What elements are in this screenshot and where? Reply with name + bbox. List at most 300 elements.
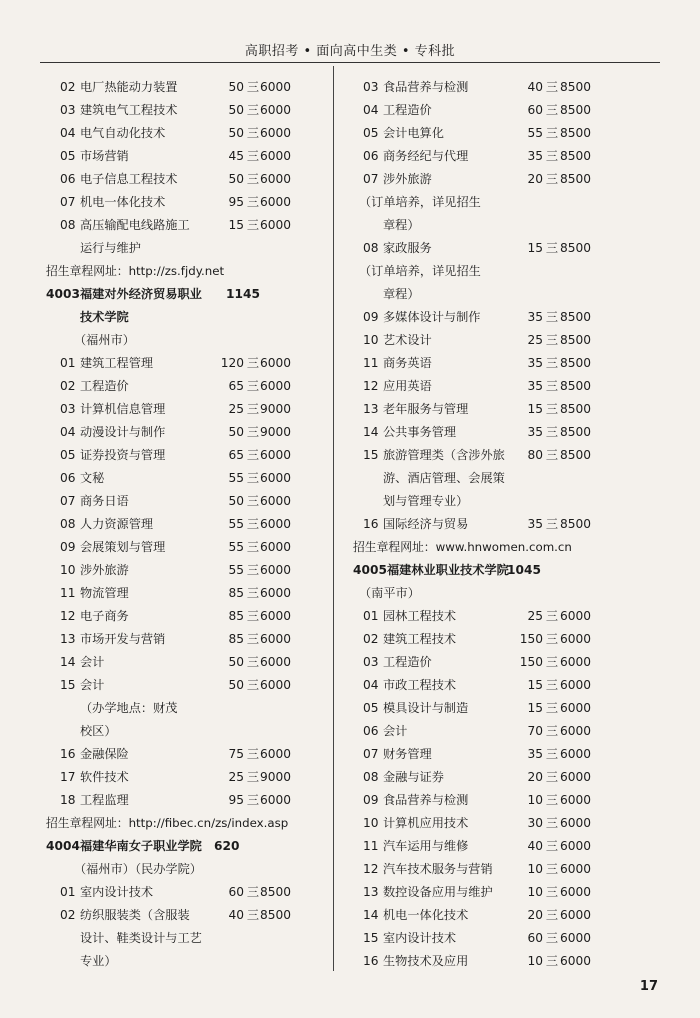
note-line <box>46 329 328 352</box>
enrollment-count: 45 <box>228 149 244 163</box>
tuition-fee: 8500 <box>559 241 591 255</box>
program-number: 08 <box>60 218 76 232</box>
program-number: 16 <box>363 954 379 968</box>
school-total-enrollment: 620 <box>214 839 240 853</box>
program-number: 10 <box>363 333 379 347</box>
continuation-line <box>46 697 328 720</box>
program-name: 商务英语 <box>383 356 432 370</box>
enrollment-count: 35 <box>527 517 543 531</box>
enrollment-count: 35 <box>527 425 543 439</box>
enrollment-count: 40 <box>228 908 244 922</box>
program-row <box>46 352 328 375</box>
tuition-fee: 8500 <box>259 885 291 899</box>
program-name: 国际经济与贸易 <box>383 517 469 531</box>
note-line <box>353 191 653 214</box>
program-number: 13 <box>60 632 76 646</box>
program-years: 三 <box>545 862 559 876</box>
program-years: 三 <box>545 724 559 738</box>
program-row <box>46 398 328 421</box>
program-name: 动漫设计与制作 <box>80 425 166 439</box>
enrollment-count: 65 <box>228 448 244 462</box>
website-text: 招生章程网址：www.hnwomen.com.cn <box>353 540 572 554</box>
program-years: 三 <box>246 655 260 669</box>
program-row <box>353 950 653 973</box>
program-number: 14 <box>363 425 379 439</box>
tuition-fee: 6000 <box>559 885 591 899</box>
program-years: 三 <box>545 379 559 393</box>
program-name: 物流管理 <box>80 586 129 600</box>
enrollment-count: 150 <box>519 655 543 669</box>
program-years: 三 <box>246 885 260 899</box>
tuition-fee: 8500 <box>559 149 591 163</box>
program-name: 电厂热能动力装置 <box>80 80 178 94</box>
program-years: 三 <box>545 172 559 186</box>
note-line <box>353 582 653 605</box>
left-column <box>46 76 328 973</box>
program-number: 05 <box>363 126 379 140</box>
enrollment-count: 35 <box>527 356 543 370</box>
continuation-line <box>353 467 653 490</box>
program-years: 三 <box>246 448 260 462</box>
enrollment-count: 25 <box>228 402 244 416</box>
admission-website <box>46 812 328 835</box>
program-years: 三 <box>246 80 260 94</box>
tuition-fee: 8500 <box>559 333 591 347</box>
program-number: 13 <box>363 885 379 899</box>
program-years: 三 <box>545 241 559 255</box>
program-name: 纺织服装类（含服装 <box>80 908 190 922</box>
program-years: 三 <box>246 126 260 140</box>
program-row <box>46 743 328 766</box>
program-row <box>46 536 328 559</box>
school-heading <box>353 559 653 582</box>
program-years: 三 <box>545 356 559 370</box>
tuition-fee: 6000 <box>259 195 291 209</box>
school-heading <box>46 835 328 858</box>
program-name: 涉外旅游 <box>383 172 432 186</box>
enrollment-count: 55 <box>228 517 244 531</box>
program-name: 文秘 <box>80 471 105 485</box>
program-row <box>353 743 653 766</box>
program-row <box>353 122 653 145</box>
program-row <box>46 444 328 467</box>
program-number: 11 <box>363 356 379 370</box>
program-number: 18 <box>60 793 76 807</box>
program-number: 03 <box>363 655 379 669</box>
program-years: 三 <box>246 356 260 370</box>
program-row <box>353 628 653 651</box>
program-row <box>353 927 653 950</box>
tuition-fee: 8500 <box>259 908 291 922</box>
program-years: 三 <box>545 103 559 117</box>
program-number: 09 <box>363 310 379 324</box>
continuation-line <box>46 950 328 973</box>
tuition-fee: 6000 <box>259 172 291 186</box>
enrollment-count: 60 <box>527 931 543 945</box>
school-total-enrollment: 1045 <box>507 563 541 577</box>
program-row <box>353 835 653 858</box>
program-row <box>46 766 328 789</box>
program-number: 14 <box>60 655 76 669</box>
program-years: 三 <box>246 172 260 186</box>
enrollment-count: 50 <box>228 655 244 669</box>
page-number: 17 <box>639 979 658 994</box>
program-row <box>353 812 653 835</box>
program-name: 多媒体设计与制作 <box>383 310 481 324</box>
enrollment-count: 35 <box>527 310 543 324</box>
tuition-fee: 6000 <box>259 103 291 117</box>
program-name: 建筑电气工程技术 <box>80 103 178 117</box>
program-number: 02 <box>60 379 76 393</box>
program-years: 三 <box>545 632 559 646</box>
program-number: 16 <box>60 747 76 761</box>
program-number: 05 <box>60 448 76 462</box>
program-row <box>46 214 328 237</box>
program-name: 模具设计与制造 <box>383 701 469 715</box>
program-number: 16 <box>363 517 379 531</box>
tuition-fee: 6000 <box>559 724 591 738</box>
program-number: 02 <box>60 80 76 94</box>
program-years: 三 <box>545 126 559 140</box>
tuition-fee: 6000 <box>559 908 591 922</box>
enrollment-count: 50 <box>228 103 244 117</box>
program-row <box>353 904 653 927</box>
program-years: 三 <box>545 402 559 416</box>
enrollment-count: 25 <box>527 333 543 347</box>
tuition-fee: 8500 <box>559 126 591 140</box>
continuation-line <box>46 720 328 743</box>
program-years: 三 <box>246 793 260 807</box>
program-number: 15 <box>363 931 379 945</box>
program-name: 家政服务 <box>383 241 432 255</box>
program-years: 三 <box>246 103 260 117</box>
enrollment-count: 55 <box>228 563 244 577</box>
program-name: 会展策划与管理 <box>80 540 166 554</box>
program-years: 三 <box>545 839 559 853</box>
program-years: 三 <box>545 678 559 692</box>
tuition-fee: 6000 <box>259 448 291 462</box>
program-name: 食品营养与检测 <box>383 793 469 807</box>
tuition-fee: 9000 <box>259 402 291 416</box>
program-name: 汽车技术服务与营销 <box>383 862 493 876</box>
program-row <box>353 375 653 398</box>
program-name: 食品营养与检测 <box>383 80 469 94</box>
tuition-fee: 8500 <box>559 80 591 94</box>
program-number: 04 <box>363 678 379 692</box>
tuition-fee: 8500 <box>559 103 591 117</box>
program-number: 07 <box>60 195 76 209</box>
enrollment-count: 35 <box>527 149 543 163</box>
tuition-fee: 6000 <box>559 793 591 807</box>
program-row <box>353 858 653 881</box>
enrollment-count: 20 <box>527 908 543 922</box>
enrollment-count: 10 <box>527 954 543 968</box>
program-name: 工程造价 <box>383 103 432 117</box>
enrollment-count: 65 <box>228 379 244 393</box>
program-name: 商务日语 <box>80 494 129 508</box>
school-code: 4003 <box>46 287 80 301</box>
website-text: 招生章程网址：http://fibec.cn/zs/index.asp <box>46 816 289 830</box>
enrollment-count: 20 <box>527 172 543 186</box>
enrollment-count: 50 <box>228 678 244 692</box>
school-heading <box>46 283 328 306</box>
program-name: 会计 <box>383 724 408 738</box>
school-total-enrollment: 1145 <box>226 287 260 301</box>
program-row <box>353 237 653 260</box>
program-number: 14 <box>363 908 379 922</box>
program-row <box>353 352 653 375</box>
continuation-text: 设计、鞋类设计与工艺 <box>80 931 202 945</box>
program-number: 08 <box>60 517 76 531</box>
school-name: 福建华南女子职业学院 <box>80 839 202 853</box>
program-number: 06 <box>60 172 76 186</box>
enrollment-count: 15 <box>527 241 543 255</box>
program-number: 08 <box>363 770 379 784</box>
program-name: 园林工程技术 <box>383 609 457 623</box>
program-name: 高压输配电线路施工 <box>80 218 190 232</box>
enrollment-count: 55 <box>527 126 543 140</box>
tuition-fee: 8500 <box>559 356 591 370</box>
program-years: 三 <box>246 494 260 508</box>
tuition-fee: 6000 <box>559 609 591 623</box>
program-number: 03 <box>60 103 76 117</box>
program-row <box>353 76 653 99</box>
program-name: 人力资源管理 <box>80 517 154 531</box>
program-years: 三 <box>545 931 559 945</box>
program-row <box>46 99 328 122</box>
continuation-line <box>353 490 653 513</box>
tuition-fee: 9000 <box>259 425 291 439</box>
note-text: （福州市） <box>74 333 135 347</box>
enrollment-count: 55 <box>228 540 244 554</box>
continuation-text: （办学地点：财茂 <box>80 701 178 715</box>
program-name: 机电一体化技术 <box>80 195 166 209</box>
program-row <box>353 99 653 122</box>
continuation-line <box>353 283 653 306</box>
program-years: 三 <box>246 425 260 439</box>
note-line <box>353 260 653 283</box>
website-text: 招生章程网址：http://zs.fjdy.net <box>46 264 225 278</box>
enrollment-count: 15 <box>228 218 244 232</box>
program-years: 三 <box>246 218 260 232</box>
program-years: 三 <box>545 149 559 163</box>
program-name: 电气自动化技术 <box>80 126 166 140</box>
program-number: 05 <box>60 149 76 163</box>
program-number: 12 <box>363 862 379 876</box>
program-number: 01 <box>60 356 76 370</box>
program-number: 01 <box>363 609 379 623</box>
program-name: 电子信息工程技术 <box>80 172 178 186</box>
program-name: 财务管理 <box>383 747 432 761</box>
note-line <box>46 858 328 881</box>
enrollment-count: 50 <box>228 172 244 186</box>
program-years: 三 <box>246 632 260 646</box>
continuation-line <box>46 927 328 950</box>
enrollment-count: 25 <box>228 770 244 784</box>
tuition-fee: 6000 <box>259 793 291 807</box>
program-row <box>353 651 653 674</box>
continuation-text: 章程） <box>383 218 420 232</box>
program-row <box>353 421 653 444</box>
enrollment-count: 85 <box>228 609 244 623</box>
program-number: 07 <box>363 747 379 761</box>
program-years: 三 <box>246 379 260 393</box>
note-text: （订单培养，详见招生 <box>359 264 481 278</box>
school-code: 4005 <box>353 563 387 577</box>
program-years: 三 <box>246 149 260 163</box>
program-row <box>353 881 653 904</box>
enrollment-count: 35 <box>527 379 543 393</box>
tuition-fee: 6000 <box>259 540 291 554</box>
tuition-fee: 6000 <box>259 563 291 577</box>
enrollment-count: 15 <box>527 678 543 692</box>
program-name: 应用英语 <box>383 379 432 393</box>
continuation-text: 划与管理专业） <box>383 494 469 508</box>
tuition-fee: 6000 <box>259 149 291 163</box>
enrollment-count: 70 <box>527 724 543 738</box>
program-name: 计算机应用技术 <box>383 816 469 830</box>
tuition-fee: 6000 <box>259 747 291 761</box>
program-name: 公共事务管理 <box>383 425 457 439</box>
program-name: 市场开发与营销 <box>80 632 166 646</box>
program-years: 三 <box>246 540 260 554</box>
continuation-text: 技术学院 <box>80 310 129 324</box>
program-number: 13 <box>363 402 379 416</box>
program-number: 04 <box>363 103 379 117</box>
program-number: 03 <box>60 402 76 416</box>
program-name: 金融与证券 <box>383 770 444 784</box>
program-row <box>46 904 328 927</box>
enrollment-count: 10 <box>527 885 543 899</box>
program-row <box>46 651 328 674</box>
program-number: 10 <box>60 563 76 577</box>
program-name: 会计电算化 <box>383 126 444 140</box>
admission-website <box>46 260 328 283</box>
program-years: 三 <box>545 80 559 94</box>
program-name: 电子商务 <box>80 609 129 623</box>
program-row <box>353 329 653 352</box>
program-row <box>46 467 328 490</box>
program-number: 04 <box>60 425 76 439</box>
tuition-fee: 6000 <box>559 862 591 876</box>
enrollment-count: 95 <box>228 195 244 209</box>
enrollment-count: 15 <box>527 402 543 416</box>
program-name: 生物技术及应用 <box>383 954 469 968</box>
program-years: 三 <box>545 701 559 715</box>
program-years: 三 <box>246 517 260 531</box>
program-name: 市政工程技术 <box>383 678 457 692</box>
note-text: （订单培养，详见招生 <box>359 195 481 209</box>
program-name: 建筑工程管理 <box>80 356 154 370</box>
enrollment-count: 85 <box>228 632 244 646</box>
continuation-text: 专业） <box>80 954 117 968</box>
program-row <box>46 490 328 513</box>
enrollment-count: 10 <box>527 862 543 876</box>
tuition-fee: 6000 <box>259 609 291 623</box>
continuation-text: 游、酒店管理、会展策 <box>383 471 505 485</box>
program-years: 三 <box>246 402 260 416</box>
enrollment-count: 25 <box>527 609 543 623</box>
program-years: 三 <box>545 793 559 807</box>
program-number: 05 <box>363 701 379 715</box>
program-name: 会计 <box>80 678 105 692</box>
right-column <box>353 76 653 973</box>
program-name: 汽车运用与维修 <box>383 839 469 853</box>
tuition-fee: 6000 <box>259 494 291 508</box>
enrollment-count: 50 <box>228 126 244 140</box>
program-row <box>353 605 653 628</box>
tuition-fee: 8500 <box>559 310 591 324</box>
program-years: 三 <box>246 586 260 600</box>
tuition-fee: 6000 <box>559 770 591 784</box>
school-code: 4004 <box>46 839 80 853</box>
program-name: 室内设计技术 <box>80 885 154 899</box>
program-number: 02 <box>60 908 76 922</box>
tuition-fee: 8500 <box>559 517 591 531</box>
program-row <box>46 122 328 145</box>
header-rule <box>40 62 660 63</box>
program-number: 11 <box>363 839 379 853</box>
enrollment-count: 35 <box>527 747 543 761</box>
column-divider <box>333 66 334 971</box>
program-years: 三 <box>545 816 559 830</box>
program-name: 数控设备应用与维护 <box>383 885 493 899</box>
enrollment-count: 50 <box>228 425 244 439</box>
program-years: 三 <box>246 195 260 209</box>
program-years: 三 <box>545 655 559 669</box>
tuition-fee: 6000 <box>259 632 291 646</box>
program-number: 17 <box>60 770 76 784</box>
program-number: 02 <box>363 632 379 646</box>
program-row <box>46 513 328 536</box>
enrollment-count: 75 <box>228 747 244 761</box>
program-row <box>46 628 328 651</box>
admission-website <box>353 536 653 559</box>
program-number: 04 <box>60 126 76 140</box>
tuition-fee: 6000 <box>559 632 591 646</box>
tuition-fee: 6000 <box>559 655 591 669</box>
program-row <box>46 145 328 168</box>
school-name: 福建对外经济贸易职业 <box>80 287 202 301</box>
tuition-fee: 6000 <box>259 218 291 232</box>
program-years: 三 <box>545 425 559 439</box>
continuation-text: 运行与维护 <box>80 241 141 255</box>
enrollment-count: 80 <box>527 448 543 462</box>
enrollment-count: 20 <box>527 770 543 784</box>
program-row <box>353 513 653 536</box>
program-years: 三 <box>545 310 559 324</box>
program-years: 三 <box>545 770 559 784</box>
program-years: 三 <box>246 770 260 784</box>
continuation-line <box>46 306 328 329</box>
program-years: 三 <box>246 471 260 485</box>
program-years: 三 <box>246 747 260 761</box>
tuition-fee: 8500 <box>559 402 591 416</box>
continuation-line <box>46 237 328 260</box>
enrollment-count: 30 <box>527 816 543 830</box>
tuition-fee: 8500 <box>559 172 591 186</box>
enrollment-count: 15 <box>527 701 543 715</box>
program-name: 涉外旅游 <box>80 563 129 577</box>
enrollment-count: 60 <box>228 885 244 899</box>
school-name: 福建林业职业技术学院 <box>387 563 509 577</box>
program-years: 三 <box>545 747 559 761</box>
enrollment-count: 60 <box>527 103 543 117</box>
program-name: 室内设计技术 <box>383 931 457 945</box>
enrollment-count: 10 <box>527 793 543 807</box>
program-row <box>46 168 328 191</box>
program-name: 旅游管理类（含涉外旅 <box>383 448 505 462</box>
